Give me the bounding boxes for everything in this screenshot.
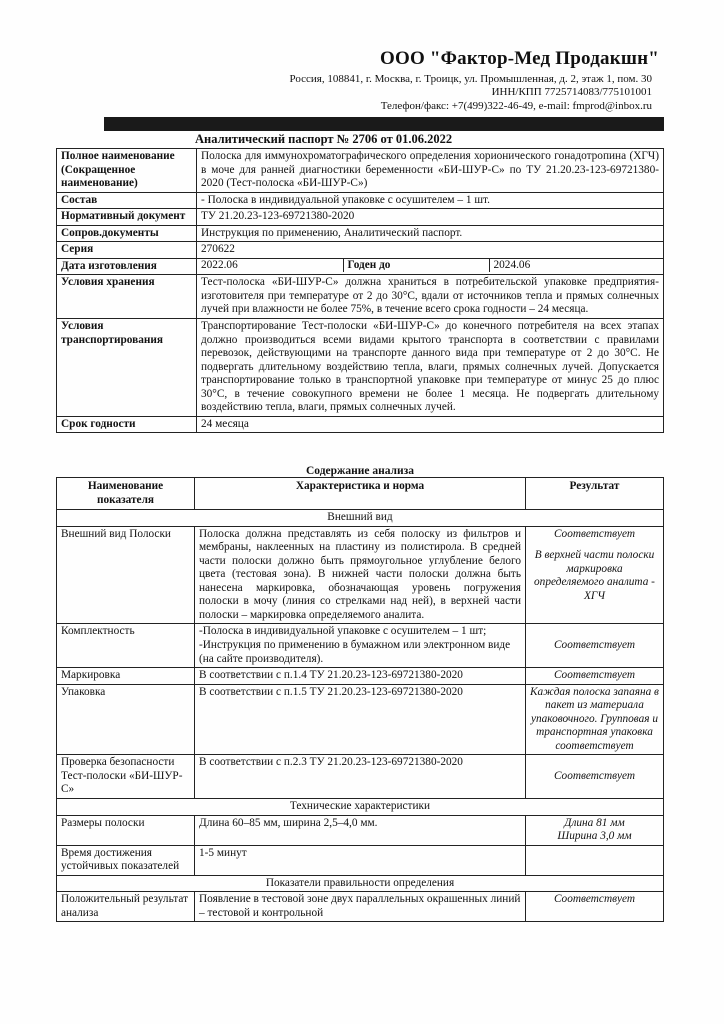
time-norm: 1-5 минут: [195, 845, 526, 875]
document-title: Аналитический паспорт № 2706 от 01.06.2022: [195, 132, 453, 146]
appearance-result-main: Соответствует: [553, 527, 636, 540]
header-divider-bar: [104, 117, 664, 131]
table-row: [57, 684, 664, 755]
size-result: [526, 815, 664, 845]
package-name: Упаковка: [57, 684, 195, 755]
col-result-header: Результат: [526, 478, 664, 510]
normative-value: ТУ 21.20.23-123-69721380-2020: [197, 209, 664, 226]
date-subtable: [197, 259, 663, 273]
kit-norm-line-1: -Полоска в индивидуальной упаковке с осушителем – 1 шт;: [199, 625, 487, 638]
appearance-result-note: В верхней части полоски маркировка определяемого аналита - ХГЧ: [534, 549, 655, 602]
row-shelf-life: [57, 416, 664, 433]
kit-norm-line-2: -Инструкция по применению в бумажном или электронном виде (на сайте производителя).: [199, 639, 511, 665]
positive-result: Соответствует: [526, 892, 664, 922]
marking-name: Маркировка: [57, 668, 195, 685]
section-row-tech: [57, 799, 664, 816]
marking-result: Соответствует: [526, 668, 664, 685]
analysis-table: [56, 477, 664, 922]
row-composition: [57, 192, 664, 209]
transport-label: Условия транспортирования: [57, 319, 197, 417]
section-row-correctness: [57, 875, 664, 892]
storage-label: Условия хранения: [57, 275, 197, 319]
normative-label: Нормативный документ: [57, 209, 197, 226]
company-name: ООО "Фактор-Мед Продакшн": [380, 48, 659, 69]
docs-value: Инструкция по применению, Аналитический паспорт.: [197, 225, 664, 242]
section-appearance: Внешний вид: [57, 510, 664, 527]
appearance-name: Внешний вид Полоски: [57, 526, 195, 624]
safety-norm: В соответствии с п.2.3 ТУ 21.20.23-123-69721380-2020: [195, 755, 526, 799]
table-row: [57, 668, 664, 685]
company-contacts: Телефон/факс: +7(499)322-46-49, e-mail: fmprod@inbox.ru: [380, 100, 652, 112]
size-result-length: Длина 81 мм: [564, 816, 625, 829]
company-address: Россия, 108841, г. Москва, г. Троицк, ул. Промышленная, д. 2, этаж 1, пом. 30: [289, 73, 652, 85]
positive-norm: Появление в тестовой зоне двух параллельных окрашенных линий – тестовой и контрольной: [195, 892, 526, 922]
kit-name: Комплектность: [57, 624, 195, 668]
transport-value: Транспортирование Тест-полоски «БИ-ШУР-С» до конечного потребителя на всех этапах должно производиться всеми видами крытого транспорта в соответствии с правилами перевозок, действующими на транспорте данного вида при температуре от 2 до 30°С. Не подвергать длительному воздействию тепла, влаги, прямых солнечных лучей. Допускается транспортирование только в транспортной упаковке при температуре от минус 25 до плюс 30°С, в течение совокупного времени не более 1 месяца. Не подвергать длительному воздействию тепла, влаги, прямых солнечных лучей.: [197, 319, 664, 417]
table-row: [57, 755, 664, 799]
valid-until-label: Годен до: [343, 259, 489, 273]
row-normative: [57, 209, 664, 226]
appearance-norm: Полоска должна представлять из себя полоску из фильтров и мембраны, наклеенных на пластину из полистирола. В средней части полоски должно быть прямоугольное углубление белого цвета (тестовая зона). В нижней части полоски должна быть нанесена маркировка, обозначающая уровень погружения полоски в мочу (линия со стрелками над ней), в верхней части полоски – маркировка определяемого аналита.: [195, 526, 526, 624]
table-row: [57, 845, 664, 875]
analysis-header-row: [57, 478, 664, 510]
section-correctness: Показатели правильности определения: [57, 875, 664, 892]
row-docs: [57, 225, 664, 242]
kit-result: Соответствует: [526, 624, 664, 668]
section-row-appearance: [57, 510, 664, 527]
table-row: [57, 526, 664, 624]
safety-name: Проверка безопасности Тест-полоски «БИ-ШУР-С»: [57, 755, 195, 799]
row-transport: [57, 319, 664, 417]
storage-value: Тест-полоска «БИ-ШУР-С» должна храниться в потребительской упаковке предприятия-изготовителя при температуре от 2 до 30°С, вдали от источников тепла и прямых солнечных лучей при влажности не более 75%, в течение всего срока годности – 24 месяца.: [197, 275, 664, 319]
time-name: Время достижения устойчивых показателей: [57, 845, 195, 875]
series-value: 270622: [197, 242, 664, 259]
shelf-life-label: Срок годности: [57, 416, 197, 433]
row-series: [57, 242, 664, 259]
series-label: Серия: [57, 242, 197, 259]
manufacture-date-label: Дата изготовления: [57, 258, 197, 275]
shelf-life-value: 24 месяца: [197, 416, 664, 433]
row-full-name: [57, 149, 664, 193]
package-result: Каждая полоска запаяна в пакет из материала упаковочного. Групповая и транспортная упаковка соответствует: [526, 684, 664, 755]
passport-table: [56, 148, 664, 433]
marking-norm: В соответствии с п.1.4 ТУ 21.20.23-123-69721380-2020: [195, 668, 526, 685]
composition-label: Состав: [57, 192, 197, 209]
package-norm: В соответствии с п.1.5 ТУ 21.20.23-123-69721380-2020: [195, 684, 526, 755]
docs-label: Сопров.документы: [57, 225, 197, 242]
analysis-caption: Содержание анализа: [305, 465, 415, 477]
full-name-label: Полное наименование (Сокращенное наименование): [57, 149, 197, 193]
col-indicator-header: Наименование показателя: [57, 478, 195, 510]
time-result: [526, 845, 664, 875]
section-tech: Технические характеристики: [57, 799, 664, 816]
table-row: [57, 624, 664, 668]
col-norm-header: Характеристика и норма: [195, 478, 526, 510]
appearance-result: [526, 526, 664, 624]
valid-until-value: 2024.06: [493, 258, 531, 271]
table-row: [57, 892, 664, 922]
size-name: Размеры полоски: [57, 815, 195, 845]
positive-name: Положительный результат анализа: [57, 892, 195, 922]
safety-result: Соответствует: [526, 755, 664, 799]
row-storage: [57, 275, 664, 319]
size-result-width: Ширина 3,0 мм: [557, 830, 632, 843]
table-row: [57, 815, 664, 845]
manufacture-date-value: 2022.06: [197, 259, 343, 273]
row-manufacture-date: [57, 258, 664, 275]
size-norm: Длина 60–85 мм, ширина 2,5–4,0 мм.: [195, 815, 526, 845]
full-name-value: Полоска для иммунохроматографического определения хорионического гонадотропина (ХГЧ) в моче для ранней диагностики беременности «БИ-ШУР-С» по ТУ 21.20.23-123-69721380-2020 (Тест-полоска «БИ-ШУР-С»): [197, 149, 664, 193]
company-inn: ИНН/КПП 7725714083/775101001: [491, 86, 652, 98]
composition-value: - Полоска в индивидуальной упаковке с осушителем – 1 шт.: [197, 192, 664, 209]
kit-norm: [195, 624, 526, 668]
